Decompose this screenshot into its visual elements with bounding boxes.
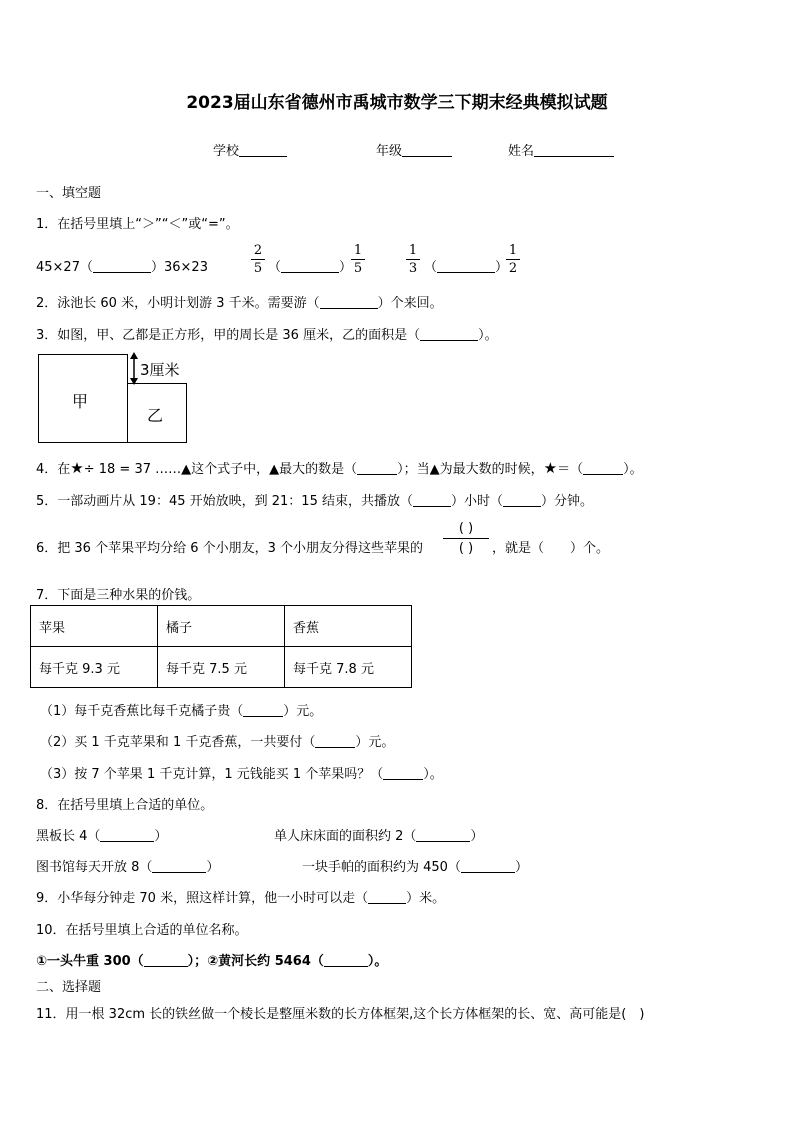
label-jia: 甲 xyxy=(72,392,89,411)
dimension-arrow xyxy=(128,352,140,386)
table-row xyxy=(31,606,412,647)
question-6-tail: ，就是（ ）个。 xyxy=(492,541,610,556)
question-11: 11．用一根 32cm 长的铁丝做一个棱长是整厘米数的长方体框架,这个长方体框架的长、宽、高可能是( ) xyxy=(36,1007,645,1022)
label-3cm: 3厘米 xyxy=(140,361,180,379)
question-5: 5．一部动画片从 19：45 开始放映，到 21：15 结束，共播放（ ）小时（ ）分钟。 xyxy=(36,494,593,509)
q1-compare-a: 45×27（ ）36×23 xyxy=(36,260,208,275)
question-7-2: （2）买 1 千克苹果和 1 千克香蕉，一共要付（ ）元。 xyxy=(40,735,395,750)
question-4: 4．在★÷ 18 = 37 ……▲这个式子中，▲最大的数是（ ）；当▲为最大数的时候，★＝（ ）。 xyxy=(36,459,643,477)
star-icon: ★ xyxy=(543,459,558,477)
q7-3-blank[interactable] xyxy=(383,767,423,780)
grade-blank[interactable] xyxy=(402,144,452,157)
q10-blank-a[interactable] xyxy=(144,954,188,967)
q8-item-c: 图书馆每天开放 8（ ） xyxy=(36,860,220,875)
q1-blank-b[interactable] xyxy=(281,260,339,273)
question-1: 1．在括号里填上“＞”“＜”或“=”。 xyxy=(36,217,239,232)
grade-field: 年级 xyxy=(376,140,452,159)
fraction-2-5: 2 5 xyxy=(251,243,265,276)
section-heading-fill: 一、填空题 xyxy=(36,186,102,201)
question-10: 10．在括号里填上合适的单位名称。 xyxy=(36,923,248,938)
question-3: 3．如图，甲、乙都是正方形，甲的周长是 36 厘米，乙的面积是（ ）。 xyxy=(36,328,498,343)
q8-blank-a[interactable] xyxy=(100,829,154,842)
table-cell: 苹果 xyxy=(31,606,158,647)
question-7-1: （1）每千克香蕉比每千克橘子贵（ ）元。 xyxy=(40,704,323,719)
q10-items: ①一头牛重 300（ ）；②黄河长约 5464（ ）。 xyxy=(36,954,388,969)
fraction-1-2: 1 2 xyxy=(506,243,520,276)
q4-blank-b[interactable] xyxy=(583,462,623,475)
q10-blank-b[interactable] xyxy=(324,954,368,967)
table-row xyxy=(31,647,412,688)
school-field: 学校 xyxy=(213,140,287,159)
q4-blank-a[interactable] xyxy=(357,462,397,475)
q1-blank-c[interactable] xyxy=(437,260,495,273)
question-9: 9．小华每分钟走 70 米，照这样计算，他一小时可以走（ ）米。 xyxy=(36,891,446,906)
question-7: 7．下面是三种水果的价钱。 xyxy=(36,588,201,603)
label-yi: 乙 xyxy=(147,406,164,425)
fraction-1-5: 1 5 xyxy=(351,243,365,276)
q8-blank-b[interactable] xyxy=(416,829,470,842)
q7-2-blank[interactable] xyxy=(315,735,355,748)
q5-blank-b[interactable] xyxy=(503,494,541,507)
table-cell: 香蕉 xyxy=(285,606,412,647)
section-heading-choice: 二、选择题 xyxy=(36,980,102,995)
q8-blank-d[interactable] xyxy=(461,860,515,873)
page-title: 2023届山东省德州市禹城市数学三下期末经典模拟试题 xyxy=(186,93,608,113)
q8-blank-c[interactable] xyxy=(152,860,206,873)
q8-item-b: 单人床床面的面积约 2（ ） xyxy=(274,829,484,844)
q6-fraction-blank[interactable]: ( ) ( ) xyxy=(443,521,489,556)
question-8: 8．在括号里填上合适的单位。 xyxy=(36,798,214,813)
fruit-price-table xyxy=(30,605,412,688)
q3-blank[interactable] xyxy=(420,328,478,341)
name-blank[interactable] xyxy=(534,144,614,157)
table-cell: 橘子 xyxy=(158,606,285,647)
q1-blank-a[interactable] xyxy=(93,260,151,273)
q9-blank[interactable] xyxy=(368,891,406,904)
q5-blank-a[interactable] xyxy=(413,494,451,507)
table-cell: 每千克 7.8 元 xyxy=(285,647,412,688)
fraction-1-3: 1 3 xyxy=(406,243,420,276)
school-blank[interactable] xyxy=(239,144,287,157)
question-7-3: （3）按 7 个苹果 1 千克计算，1 元钱能买 1 个苹果吗？（ ）。 xyxy=(40,767,443,782)
name-field: 姓名 xyxy=(508,140,614,159)
question-6-text: 6．把 36 个苹果平均分给 6 个小朋友，3 个小朋友分得这些苹果的 xyxy=(36,541,424,556)
q2-blank[interactable] xyxy=(320,296,378,309)
star-icon: ★ xyxy=(70,459,84,477)
question-2: 2．泳池长 60 米，小明计划游 3 千米。需要游（ ）个来回。 xyxy=(36,296,443,311)
q8-item-d: 一块手帕的面积约为 450（ ） xyxy=(302,860,528,875)
table-cell: 每千克 9.3 元 xyxy=(31,647,158,688)
table-cell: 每千克 7.5 元 xyxy=(158,647,285,688)
q1-compare-c: （ ） xyxy=(424,260,509,275)
q1-compare-b: （ ） xyxy=(268,260,353,275)
q7-1-blank[interactable] xyxy=(243,704,283,717)
q8-item-a: 黑板长 4（ ） xyxy=(36,829,168,844)
